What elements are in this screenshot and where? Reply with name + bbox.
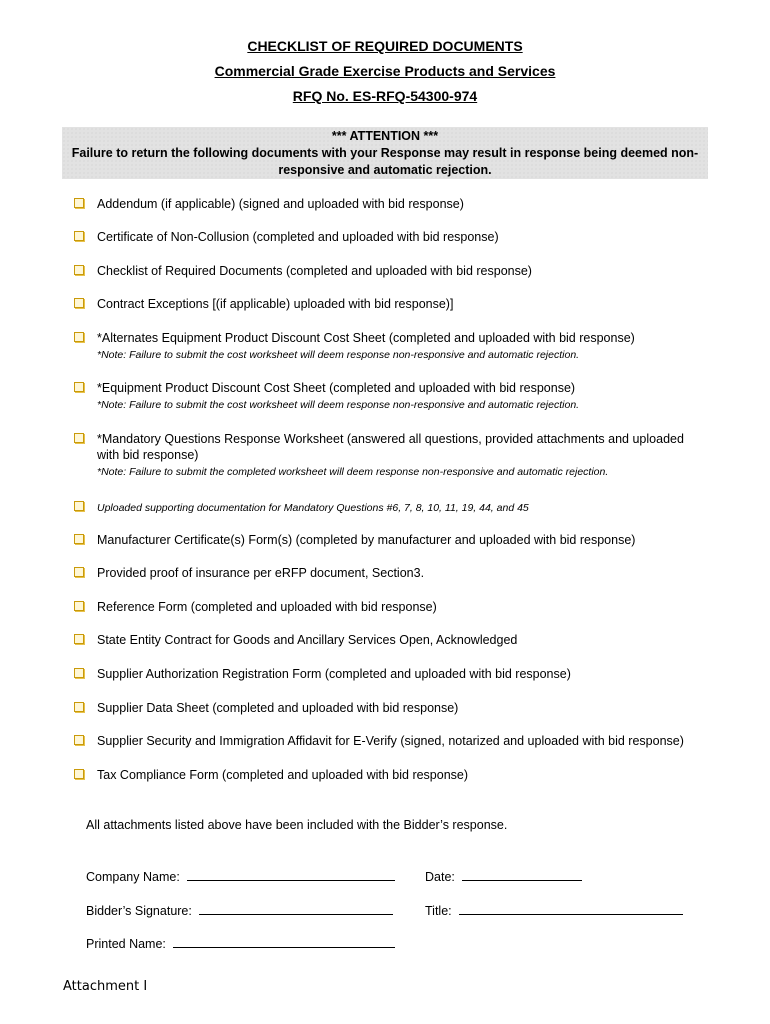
checklist-item-text: Checklist of Required Documents (completed and uploaded with bid response) bbox=[97, 264, 532, 278]
signature-label: Bidder’s Signature: bbox=[86, 904, 192, 918]
document-subtitle: Commercial Grade Exercise Products and Services bbox=[214, 63, 556, 79]
checkbox[interactable] bbox=[74, 601, 84, 611]
footer-attachment-label: Attachment I bbox=[63, 979, 148, 994]
checklist-item-text: Reference Form (completed and uploaded with bid response) bbox=[97, 600, 437, 614]
checklist-note: *Note: Failure to submit the cost worksheet will deem response non-responsive and automatic rejection. bbox=[97, 349, 580, 361]
checklist-item-text: Manufacturer Certificate(s) Form(s) (completed by manufacturer and uploaded with bid response) bbox=[97, 533, 636, 547]
checkbox[interactable] bbox=[74, 668, 84, 678]
attachments-statement: All attachments listed above have been included with the Bidder’s response. bbox=[86, 818, 508, 832]
checklist-item-text: Supplier Data Sheet (completed and uploaded with bid response) bbox=[97, 701, 459, 715]
checklist-item-text: Supplier Security and Immigration Affidavit for E-Verify (signed, notarized and uploaded with bid response) bbox=[97, 734, 684, 748]
checklist-item-text: Provided proof of insurance per eRFP document, Section3. bbox=[97, 566, 425, 580]
checklist-item-text: *Alternates Equipment Product Discount Cost Sheet (completed and uploaded with bid response) bbox=[97, 331, 635, 345]
checklist-item-text: Tax Compliance Form (completed and uploaded with bid response) bbox=[97, 768, 469, 782]
checkbox[interactable] bbox=[74, 501, 84, 511]
attention-body: Failure to return the following documents with your Response may result in response being deemed non-responsive and automatic rejection. bbox=[71, 146, 699, 177]
date-label: Date: bbox=[425, 870, 455, 884]
company-name-input[interactable] bbox=[187, 868, 395, 881]
checkbox[interactable] bbox=[74, 634, 84, 644]
checkbox[interactable] bbox=[74, 433, 84, 443]
printed-name-field bbox=[86, 935, 395, 952]
checkbox[interactable] bbox=[74, 769, 84, 779]
checklist-note: *Note: Failure to submit the cost worksheet will deem response non-responsive and automatic rejection. bbox=[97, 399, 580, 411]
checklist-item-text: State Entity Contract for Goods and Ancillary Services Open, Acknowledged bbox=[97, 633, 518, 647]
company-name-label: Company Name: bbox=[86, 870, 180, 884]
checklist-item-text: Supplier Authorization Registration Form (completed and uploaded with bid response) bbox=[97, 667, 571, 681]
printed-name-input[interactable] bbox=[173, 935, 395, 948]
checkbox[interactable] bbox=[74, 534, 84, 544]
checklist-item-text: Contract Exceptions [(if applicable) uploaded with bid response)] bbox=[97, 297, 454, 311]
checklist-item-text: Addendum (if applicable) (signed and uploaded with bid response) bbox=[97, 197, 464, 211]
checklist-item-text: Uploaded supporting documentation for Mandatory Questions #6, 7, 8, 10, 11, 19, 44, and 45 bbox=[97, 502, 529, 514]
checkbox[interactable] bbox=[74, 382, 84, 392]
attention-box bbox=[62, 127, 708, 179]
title-field bbox=[425, 902, 683, 919]
printed-name-label: Printed Name: bbox=[86, 937, 166, 951]
checkbox[interactable] bbox=[74, 332, 84, 342]
attention-heading: *** ATTENTION *** bbox=[331, 129, 439, 143]
checklist-item-text: Certificate of Non-Collusion (completed and uploaded with bid response) bbox=[97, 230, 499, 244]
company-name-field bbox=[86, 868, 395, 885]
date-field bbox=[425, 868, 582, 885]
title-label: Title: bbox=[425, 904, 452, 918]
checkbox[interactable] bbox=[74, 231, 84, 241]
checkbox[interactable] bbox=[74, 198, 84, 208]
date-input[interactable] bbox=[462, 868, 582, 881]
checkbox[interactable] bbox=[74, 265, 84, 275]
checkbox[interactable] bbox=[74, 298, 84, 308]
checkbox[interactable] bbox=[74, 702, 84, 712]
rfq-number: RFQ No. ES-RFQ-54300-974 bbox=[292, 88, 478, 104]
signature-field bbox=[86, 902, 393, 919]
checkbox[interactable] bbox=[74, 567, 84, 577]
title-input[interactable] bbox=[459, 902, 683, 915]
checkbox[interactable] bbox=[74, 735, 84, 745]
checklist-note: *Note: Failure to submit the completed worksheet will deem response non-responsive and automatic rejection. bbox=[97, 466, 609, 478]
checklist-item-text: *Equipment Product Discount Cost Sheet (completed and uploaded with bid response) bbox=[97, 381, 576, 395]
document-title: CHECKLIST OF REQUIRED DOCUMENTS bbox=[247, 38, 523, 54]
signature-input[interactable] bbox=[199, 902, 393, 915]
checklist-item-text: *Mandatory Questions Response Worksheet (answered all questions, provided attachments and uploaded with bid response) bbox=[97, 432, 684, 462]
